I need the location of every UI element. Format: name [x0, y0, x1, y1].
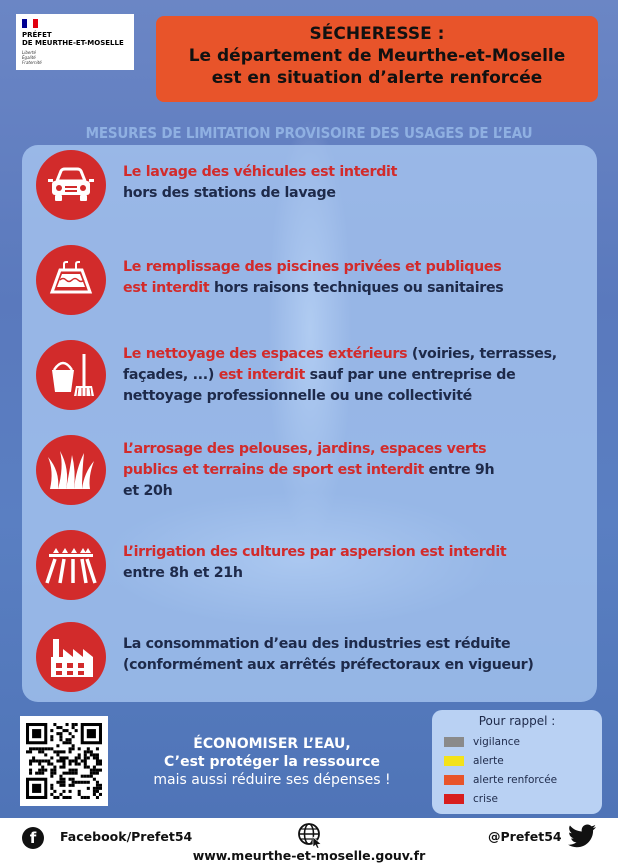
measure-text-plain: sauf par une entreprise de — [305, 367, 516, 383]
legend-label: crise — [473, 792, 498, 805]
alert-banner — [156, 16, 598, 102]
legend-row — [442, 732, 592, 751]
legend-label: alerte — [473, 754, 504, 767]
website-link[interactable]: www.meurthe-et-moselle.gouv.fr — [192, 848, 426, 863]
slogan-line-2: C’est protéger la ressource — [164, 754, 380, 770]
measure-line — [123, 386, 593, 407]
measure-text-plain: (conformément aux arrêtés préfectoraux en vigueur) — [123, 657, 534, 673]
alert-line-2: Le département de Meurthe-et-Moselle — [188, 46, 566, 66]
measure-line — [123, 278, 593, 299]
legend-label: vigilance — [473, 735, 520, 748]
measure-text — [123, 162, 593, 204]
facebook-link[interactable]: Facebook/Prefet54 — [60, 829, 193, 844]
french-flag-icon — [22, 19, 38, 28]
car-icon — [36, 150, 106, 220]
measure-line — [123, 439, 593, 460]
logo-prefet: PRÉFET — [22, 31, 52, 39]
measure-text-red: Le nettoyage des espaces extérieurs — [123, 346, 408, 362]
measure-line — [123, 344, 593, 365]
sprinkler-field-icon — [36, 530, 106, 600]
grass-icon — [36, 435, 106, 505]
legend-label: alerte renforcée — [473, 773, 558, 786]
measure-text-red: L’irrigation des cultures par aspersion est interdit — [123, 544, 507, 560]
measure-line — [123, 634, 593, 655]
measure-text-plain: hors des stations de lavage — [123, 185, 336, 201]
measure-line — [123, 655, 593, 676]
measure-line — [123, 460, 593, 481]
section-title: MESURES DE LIMITATION PROVISOIRE DES USAGES DE L’EAU — [85, 124, 533, 142]
measure-line — [123, 183, 593, 204]
measure-line — [123, 162, 593, 183]
alert-level-legend — [432, 710, 602, 814]
measure-text-red: Le lavage des véhicules est interdit — [123, 164, 398, 180]
slogan-line-3: mais aussi réduire ses dépenses ! — [153, 772, 391, 788]
measure-text-red: L’arrosage des pelouses, jardins, espaces verts — [123, 441, 487, 457]
measure-line — [123, 563, 593, 584]
twitter-bird-icon[interactable] — [568, 824, 596, 848]
measure-text-red: est interdit — [218, 367, 306, 383]
measure-text — [123, 542, 593, 584]
legend-swatch — [444, 737, 464, 747]
measure-item — [36, 530, 596, 600]
legend-row — [442, 789, 592, 808]
alert-line-3: est en situation d’alerte renforcée — [211, 68, 543, 88]
measure-item — [36, 622, 596, 692]
measure-line — [123, 481, 593, 502]
legend-row — [442, 770, 592, 789]
globe-icon — [294, 822, 324, 848]
measure-text-plain: et 20h — [123, 483, 173, 499]
cleaning-bucket-broom-icon — [36, 340, 106, 410]
legend-row — [442, 751, 592, 770]
measure-text-plain: La consommation d’eau des industries est réduite — [123, 636, 511, 652]
slogan-line-1: ÉCONOMISER L’EAU, — [193, 736, 351, 752]
measure-text-plain: façades, ...) — [123, 367, 219, 383]
measure-item — [36, 340, 596, 410]
measure-text-plain: (voiries, terrasses, — [407, 346, 557, 362]
measure-text-plain: entre 8h et 21h — [123, 565, 243, 581]
measure-text-plain: hors raisons techniques ou sanitaires — [209, 280, 504, 296]
measure-text-plain: entre 9h — [424, 462, 495, 478]
prefecture-logo — [16, 14, 134, 70]
qr-code-icon — [26, 722, 102, 800]
legend-swatch — [444, 756, 464, 766]
footer — [0, 818, 618, 867]
measure-line — [123, 365, 593, 386]
alert-title: SÉCHERESSE : — [309, 24, 445, 44]
measure-item — [36, 150, 596, 220]
measure-item — [36, 245, 596, 315]
pool-icon — [36, 245, 106, 315]
qr-code[interactable] — [20, 716, 108, 806]
logo-department: DE MEURTHE-ET-MOSELLE — [22, 39, 124, 47]
twitter-link[interactable]: @Prefet54 — [488, 829, 562, 844]
measure-text — [123, 634, 593, 676]
logo-motto: Liberté Égalité Fraternité — [22, 50, 42, 65]
measures-panel — [22, 145, 597, 702]
measure-text — [123, 439, 593, 502]
legend-swatch — [444, 775, 464, 785]
slogan — [112, 735, 432, 789]
factory-icon — [36, 622, 106, 692]
measure-text-red: est interdit — [123, 280, 210, 296]
measure-item — [36, 435, 596, 505]
measure-text-red: publics et terrains de sport est interdit — [123, 462, 425, 478]
measure-line — [123, 542, 593, 563]
measure-text-plain: nettoyage professionnelle ou une collectivité — [123, 388, 473, 404]
measure-text-red: Le remplissage des piscines privées et publiques — [123, 259, 502, 275]
measure-text — [123, 344, 593, 407]
measure-text — [123, 257, 593, 299]
legend-title: Pour rappel : — [478, 714, 556, 728]
measure-line — [123, 257, 593, 278]
facebook-icon[interactable]: f — [22, 827, 44, 849]
legend-swatch — [444, 794, 464, 804]
